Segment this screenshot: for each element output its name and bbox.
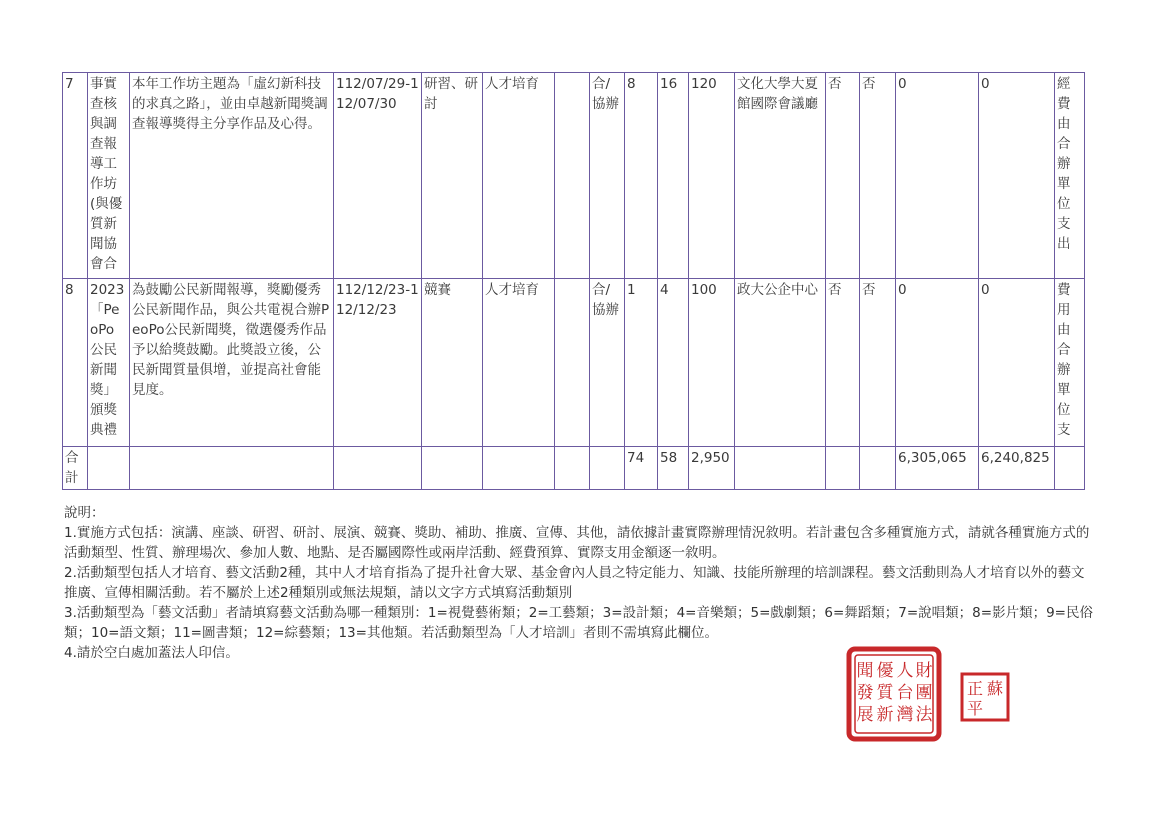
cell-description: 本年工作坊主題為「虛幻新科技的求真之路」，並由卓越新聞獎調查報導獎得主分享作品及心得。 <box>130 73 334 279</box>
cell-note: 費用由合辦單位支 <box>1055 279 1085 447</box>
svg-text:人: 人 <box>896 661 914 681</box>
cell-activity-name: 事實查核與調查報導工作坊(與優質新聞協會合 <box>88 73 130 279</box>
cell-place: 政大公企中心 <box>735 279 826 447</box>
svg-text:團: 團 <box>915 683 933 703</box>
cell-total-count-3: 2,950 <box>689 447 735 490</box>
table-row <box>63 73 1085 279</box>
cell-count-3: 120 <box>689 73 735 279</box>
cell-total-budget: 6,305,065 <box>896 447 979 490</box>
cell-no: 8 <box>63 279 88 447</box>
notes-title: 說明： <box>64 505 105 521</box>
svg-text:優: 優 <box>876 661 894 681</box>
svg-text:台: 台 <box>896 683 914 703</box>
svg-text:正: 正 <box>966 679 984 698</box>
cell-art-category <box>555 73 590 279</box>
cell-type: 人才培育 <box>483 279 555 447</box>
svg-text:法: 法 <box>915 705 933 725</box>
cell-count-1: 1 <box>625 279 658 447</box>
organization-seal <box>846 646 942 742</box>
cell-budget: 0 <box>896 73 979 279</box>
svg-text:平: 平 <box>966 699 984 718</box>
cell-method: 競賽 <box>422 279 483 447</box>
cell-count-3: 100 <box>689 279 735 447</box>
note-3: 3.活動類型為「藝文活動」者請填寫藝文活動為哪一種類別：1=視覺藝術類；2=工藝類；3=設計類；4=音樂類；5=戲劇類；6=舞蹈類；7=說唱類；8=影片類；9=民俗類；10=語文類；11=圖書類；12=綜藝類；13=其他類。若活動類型為「人才培訓」者則不需填寫此欄位。 <box>64 605 1093 641</box>
cell-actual: 0 <box>979 73 1055 279</box>
cell-cross-strait: 否 <box>860 73 896 279</box>
cell-total-count-1: 74 <box>625 447 658 490</box>
cell-organizer: 合/協辦 <box>590 73 625 279</box>
cell-description: 為鼓勵公民新聞報導，獎勵優秀公民新聞作品，與公共電視合辦PeoPo公民新聞獎，徵選優秀作品予以給獎鼓勵。此獎設立後，公民新聞質量俱增，並提高社會能見度。 <box>130 279 334 447</box>
cell-date: 112/12/23-112/12/23 <box>334 279 422 447</box>
note-2: 2.活動類型包括人才培育、藝文活動2種，其中人才培育指為了提升社會大眾、基金會內人員之特定能力、知識、技能所辦理的培訓課程。藝文活動則為人才培育以外的藝文推廣、宣傳相關活動。若不屬於上述2種類別或無法規類，請以文字方式填寫活動類別 <box>64 565 1085 601</box>
svg-text:新: 新 <box>876 705 894 725</box>
person-seal <box>960 672 1010 722</box>
cell-total-actual: 6,240,825 <box>979 447 1055 490</box>
svg-text:財: 財 <box>915 661 933 681</box>
svg-text:發: 發 <box>856 683 874 703</box>
cell-method: 研習、研討 <box>422 73 483 279</box>
svg-text:質: 質 <box>876 683 894 703</box>
cell-cross-strait: 否 <box>860 279 896 447</box>
cell-note: 經費由合辦單位支出 <box>1055 73 1085 279</box>
cell-type: 人才培育 <box>483 73 555 279</box>
cell-count-2: 4 <box>658 279 689 447</box>
cell-no: 7 <box>63 73 88 279</box>
cell-activity-name: 2023「PeoPo公民新聞獎」頒獎典禮 <box>88 279 130 447</box>
cell-international: 否 <box>826 73 860 279</box>
cell-count-2: 16 <box>658 73 689 279</box>
cell-date: 112/07/29-112/07/30 <box>334 73 422 279</box>
cell-budget: 0 <box>896 279 979 447</box>
cell-total-count-2: 58 <box>658 447 689 490</box>
total-row <box>63 447 1085 490</box>
note-4: 4.請於空白處加蓋法人印信。 <box>64 645 239 661</box>
table-row <box>63 279 1085 447</box>
cell-place: 文化大學大夏館國際會議廳 <box>735 73 826 279</box>
cell-count-1: 8 <box>625 73 658 279</box>
cell-international: 否 <box>826 279 860 447</box>
cell-organizer: 合/協辦 <box>590 279 625 447</box>
note-1: 1.實施方式包括：演講、座談、研習、研討、展演、競賽、獎助、補助、推廣、宣傳、其他，請依據計畫實際辦理情況敘明。若計畫包含多種實施方式，請就各種實施方式的活動類型、性質、辦理場次、參加人數、地點、是否屬國際性或兩岸活動、經費預算、實際支用金額逐一敘明。 <box>64 525 1090 561</box>
activity-table <box>62 72 1085 490</box>
svg-text:展: 展 <box>856 705 874 725</box>
svg-text:聞: 聞 <box>856 661 874 681</box>
cell-actual: 0 <box>979 279 1055 447</box>
notes-section <box>64 503 1094 663</box>
cell-total-label: 合計 <box>63 447 88 490</box>
svg-text:灣: 灣 <box>896 705 914 725</box>
cell-art-category <box>555 279 590 447</box>
svg-text:蘇: 蘇 <box>986 679 1004 698</box>
